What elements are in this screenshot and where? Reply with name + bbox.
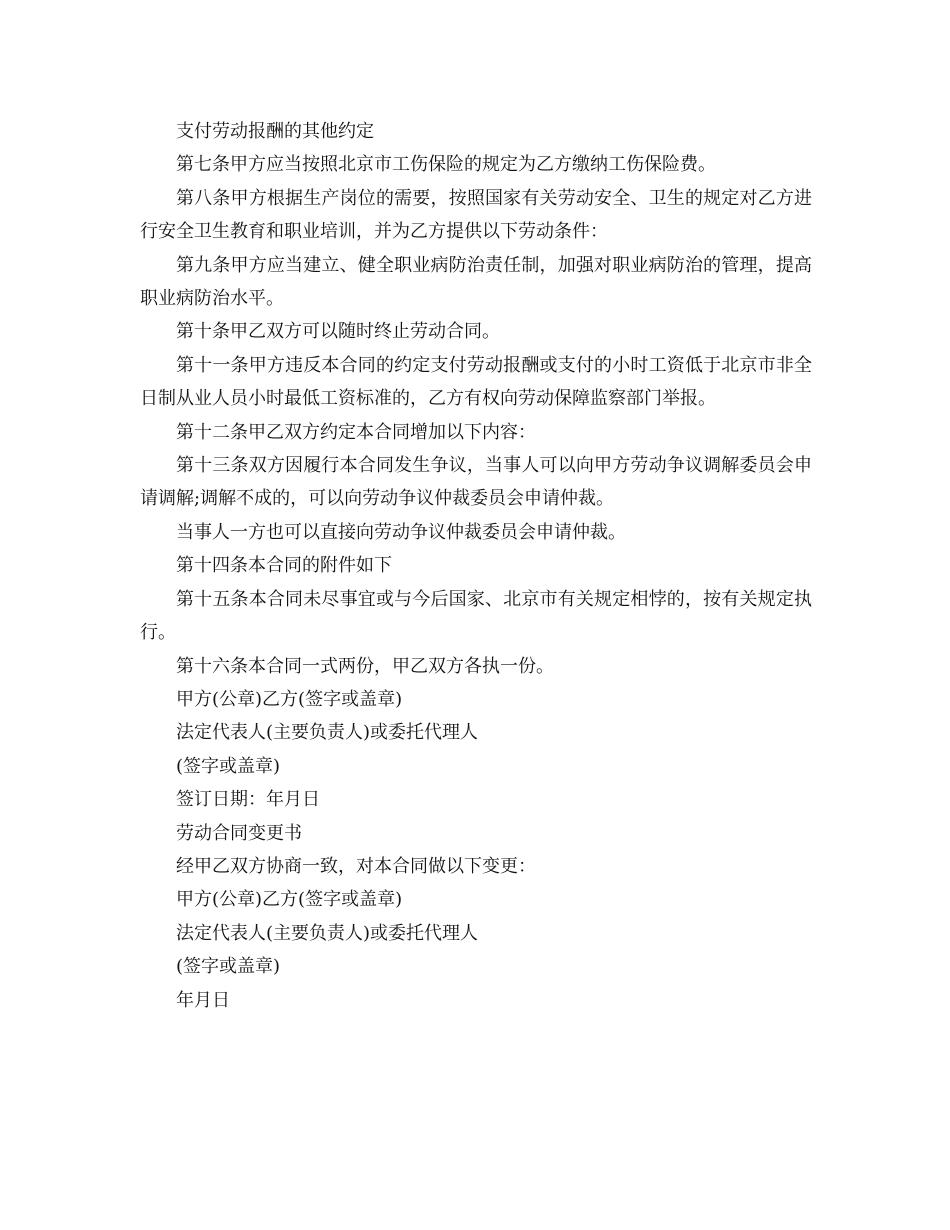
paragraph-article-9: 第九条甲方应当建立、健全职业病防治责任制，加强对职业病防治的管理，提高职业病防治水平。 (140, 254, 812, 310)
paragraph-article-8: 第八条甲方根据生产岗位的需要，按照国家有关劳动安全、卫生的规定对乙方进行安全卫生教育和职业培训，并为乙方提供以下劳动条件： (140, 187, 812, 243)
amendment-intro: 经甲乙双方协商一致，对本合同做以下变更： (176, 855, 536, 877)
paragraph-article-15: 第十五条本合同未尽事宜或与今后国家、北京市有关规定相悖的，按有关规定执行。 (140, 588, 812, 644)
amendment-seal-line: (签字或盖章) (176, 956, 281, 978)
paragraph-article-10: 第十条甲乙双方可以随时终止劳动合同。 (176, 321, 500, 343)
document-body (140, 115, 812, 1017)
paragraph-direct-arbitration: 当事人一方也可以直接向劳动争议仲裁委员会申请仲裁。 (176, 521, 626, 543)
paragraph-article-7: 第七条甲方应当按照北京市工伤保险的规定为乙方缴纳工伤保险费。 (176, 154, 716, 176)
paragraph-article-16: 第十六条本合同一式两份，甲乙双方各执一份。 (176, 655, 554, 677)
paragraph-article-13: 第十三条双方因履行本合同发生争议，当事人可以向甲方劳动争议调解委员会申请调解;调解不成的，可以向劳动争议仲裁委员会申请仲裁。 (140, 455, 812, 510)
signing-date-line: 签订日期：年月日 (176, 789, 320, 811)
amendment-title: 劳动合同变更书 (176, 822, 302, 844)
amendment-representative-line: 法定代表人(主要负责人)或委托代理人 (176, 922, 479, 944)
paragraph-article-14: 第十四条本合同的附件如下 (176, 555, 392, 577)
signature-parties-line: 甲方(公章)乙方(签字或盖章) (176, 688, 403, 710)
amendment-date-line: 年月日 (176, 989, 230, 1011)
paragraph-article-11: 第十一条甲方违反本合同的约定支付劳动报酬或支付的小时工资低于北京市非全日制从业人员小时最低工资标准的，乙方有权向劳动保障监察部门举报。 (140, 354, 812, 410)
paragraph-article-12: 第十二条甲乙双方约定本合同增加以下内容： (176, 421, 536, 443)
signature-representative-line: 法定代表人(主要负责人)或委托代理人 (176, 722, 479, 744)
amendment-signature-parties-line: 甲方(公章)乙方(签字或盖章) (176, 889, 403, 911)
paragraph-other-payment-terms: 支付劳动报酬的其他约定 (176, 121, 374, 142)
signature-seal-line: (签字或盖章) (176, 755, 281, 777)
